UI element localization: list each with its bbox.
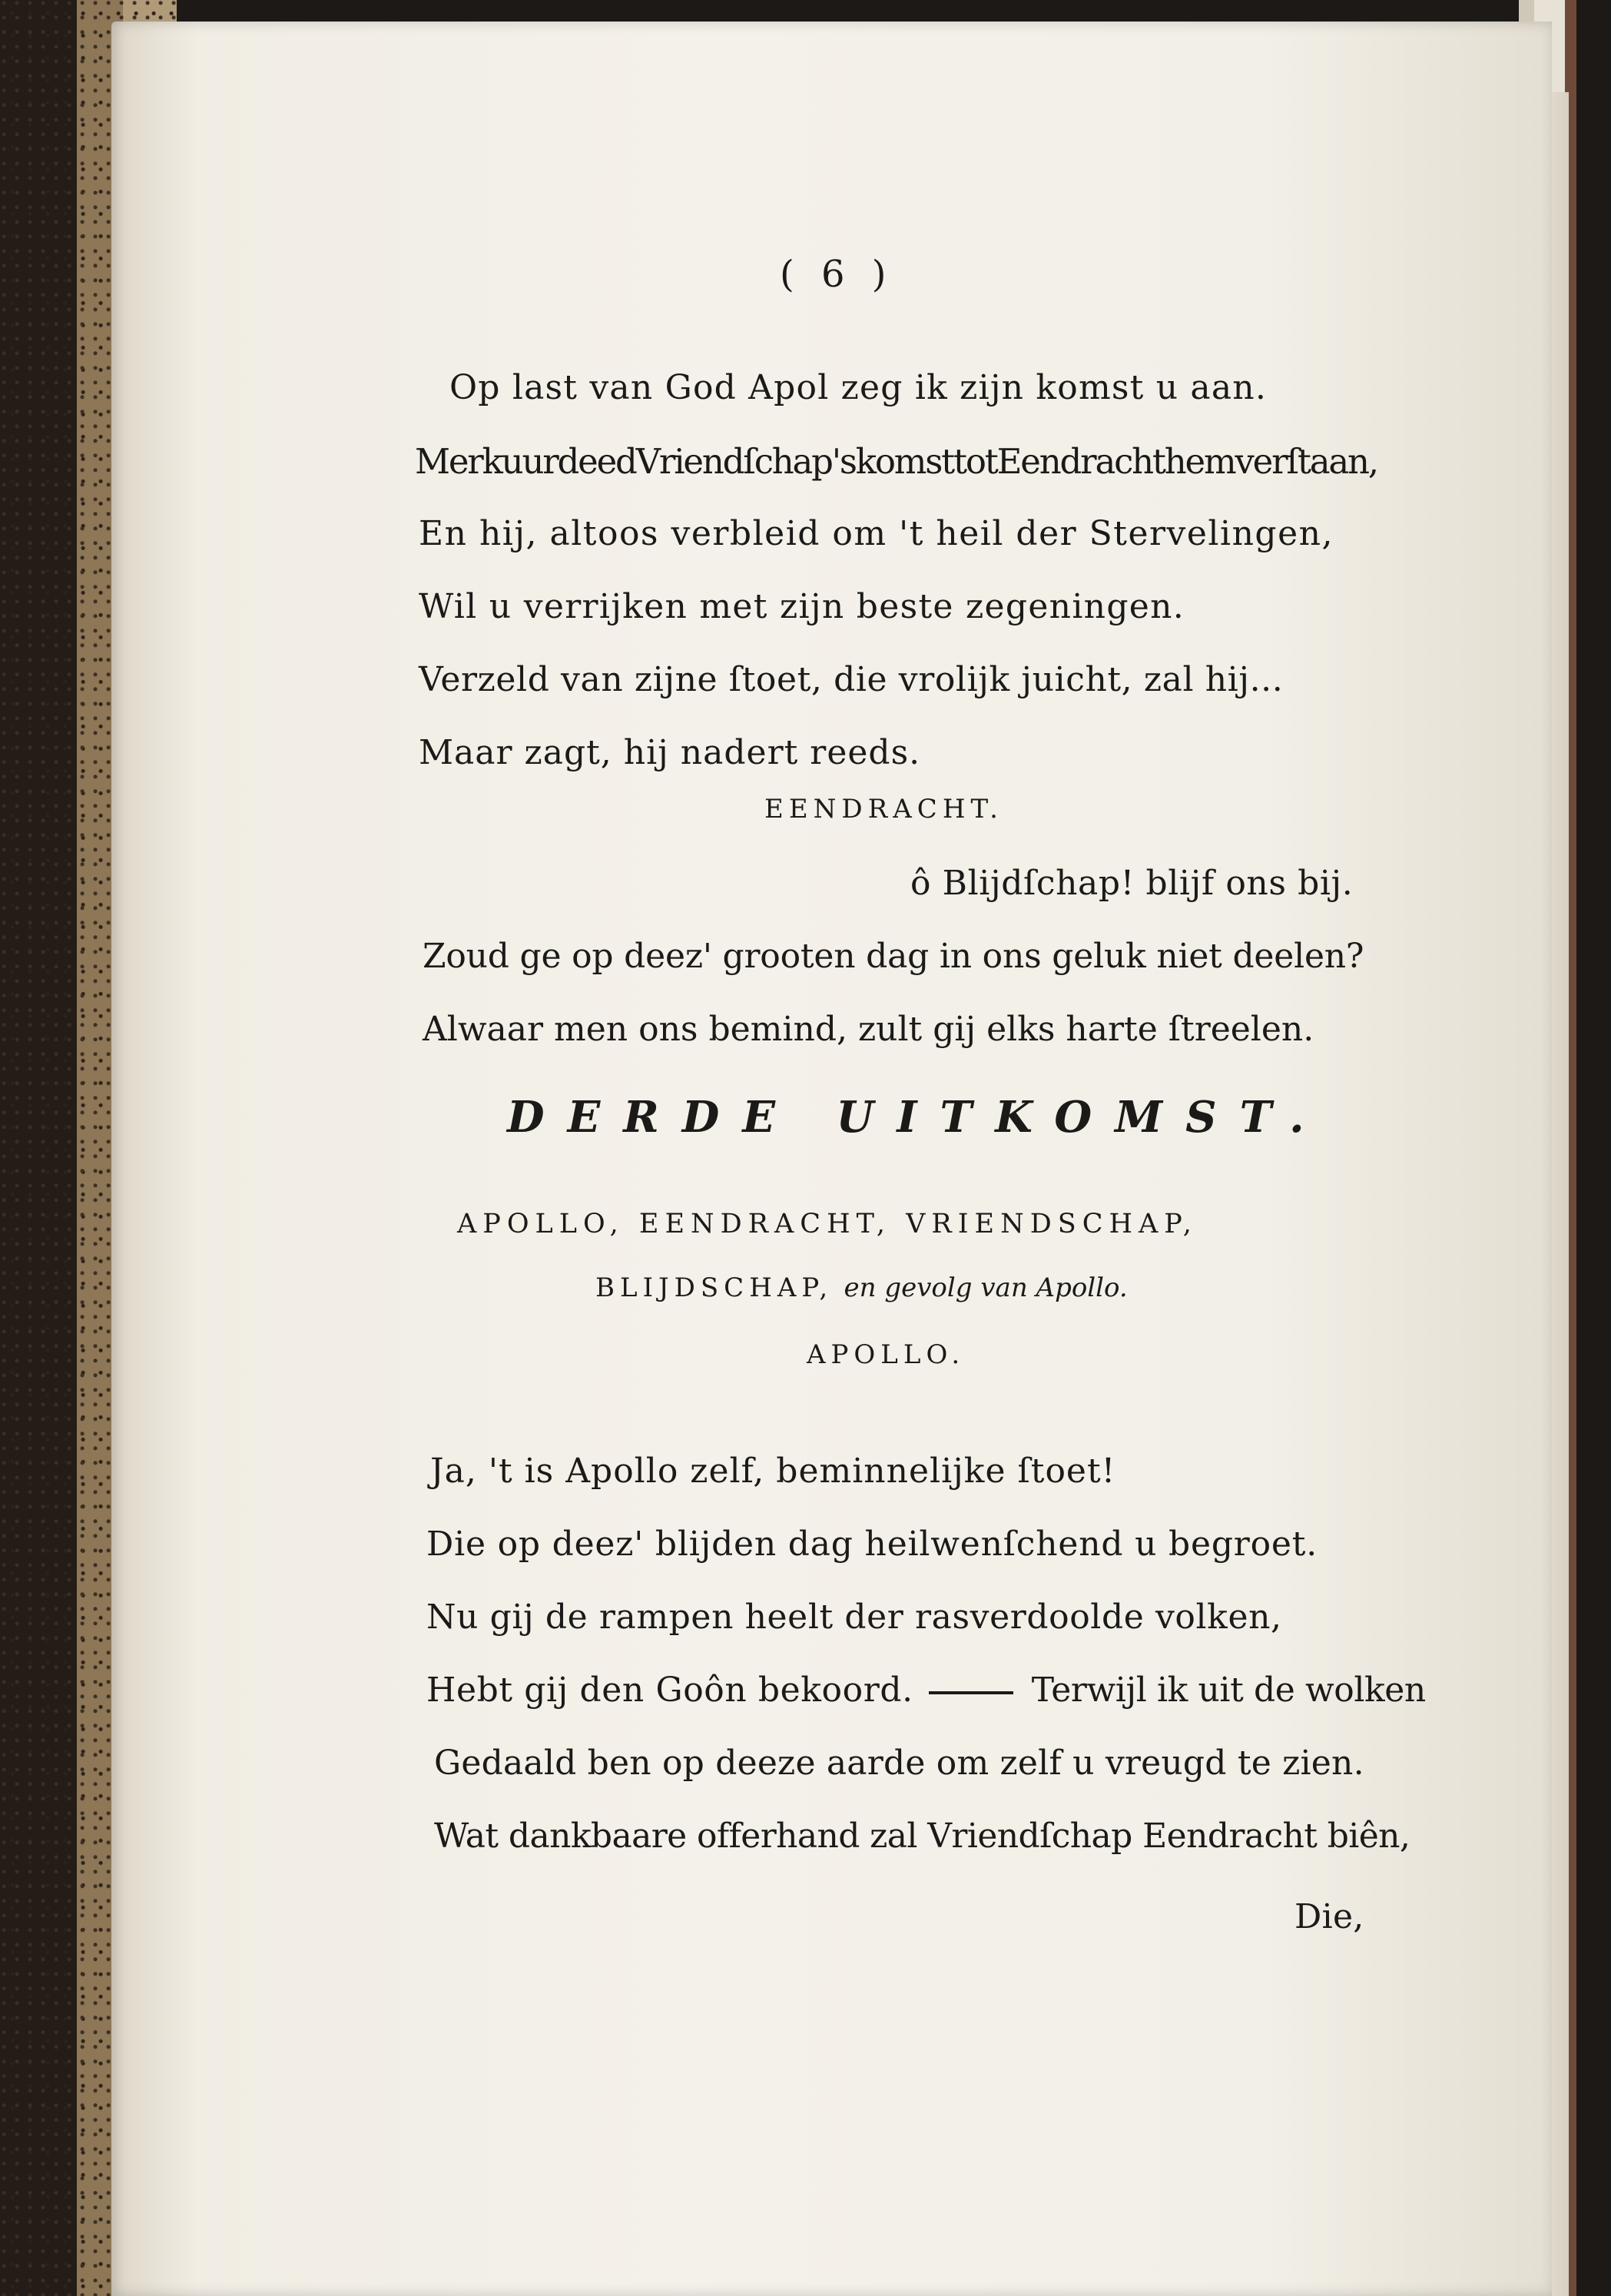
- cast-name: BLIJDSCHAP,: [595, 1272, 834, 1303]
- cast-list-continued: [595, 1269, 1128, 1302]
- catchword: Die,: [1294, 1897, 1364, 1936]
- verse-line: Die op deez' blijden dag heilwenſchend u begroet.: [426, 1525, 1318, 1564]
- dash-rule: [929, 1691, 1013, 1694]
- verse-line: Ja, 't is Apollo zelf, beminnelijke ſtoet!: [430, 1452, 1116, 1491]
- page-number: ( 6 ): [780, 253, 894, 296]
- book-page: [111, 22, 1552, 2296]
- verse-line: Verzeld van zijne ſtoet, die vrolijk juicht, zal hij...: [419, 660, 1284, 699]
- verse-line: Gedaald ben op deeze aarde om zelf u vreugd te zien.: [434, 1744, 1364, 1783]
- verse-line: ô Blijdſchap! blijf ons bij.: [910, 864, 1354, 903]
- verse-fragment: Hebt gij den Goôn bekoord.: [426, 1671, 913, 1710]
- verse-line: Wat dankbaare offerhand zal Vriendſchap Eendracht biên,: [434, 1817, 1410, 1856]
- cast-note: en gevolg van Apollo.: [844, 1272, 1128, 1303]
- speaker-name: APOLLO.: [807, 1339, 966, 1370]
- verse-line: MerkuurdeedVriendſchap'skomsttotEendrachthemverſtaan,: [415, 441, 1377, 482]
- verse-fragment: Terwijl ik uit de wolken: [1031, 1671, 1426, 1710]
- speaker-name: EENDRACHT.: [764, 794, 1003, 825]
- verse-line: Maar zagt, hij nadert reeds.: [419, 733, 921, 772]
- verse-line: En hij, altoos verbleid om 't heil der Stervelingen,: [419, 514, 1334, 553]
- verse-line: Zoud ge op deez' grooten dag in ons geluk niet deelen?: [423, 937, 1364, 976]
- cast-list: APOLLO, EENDRACHT, VRIENDSCHAP,: [457, 1209, 1198, 1239]
- verse-line: Op last van God Apol zeg ik zijn komst u aan.: [449, 368, 1268, 407]
- verse-line: Wil u verrijken met zijn beste zegeningen.: [419, 587, 1185, 626]
- scene-title: DERDE UITKOMST.: [507, 1092, 1328, 1143]
- verse-line: Alwaar men ons bemind, zult gij elks harte ſtreelen.: [423, 1010, 1314, 1049]
- verse-line: Nu gij de rampen heelt der rasverdoolde volken,: [426, 1598, 1282, 1637]
- verse-line-split: [426, 1671, 1426, 1710]
